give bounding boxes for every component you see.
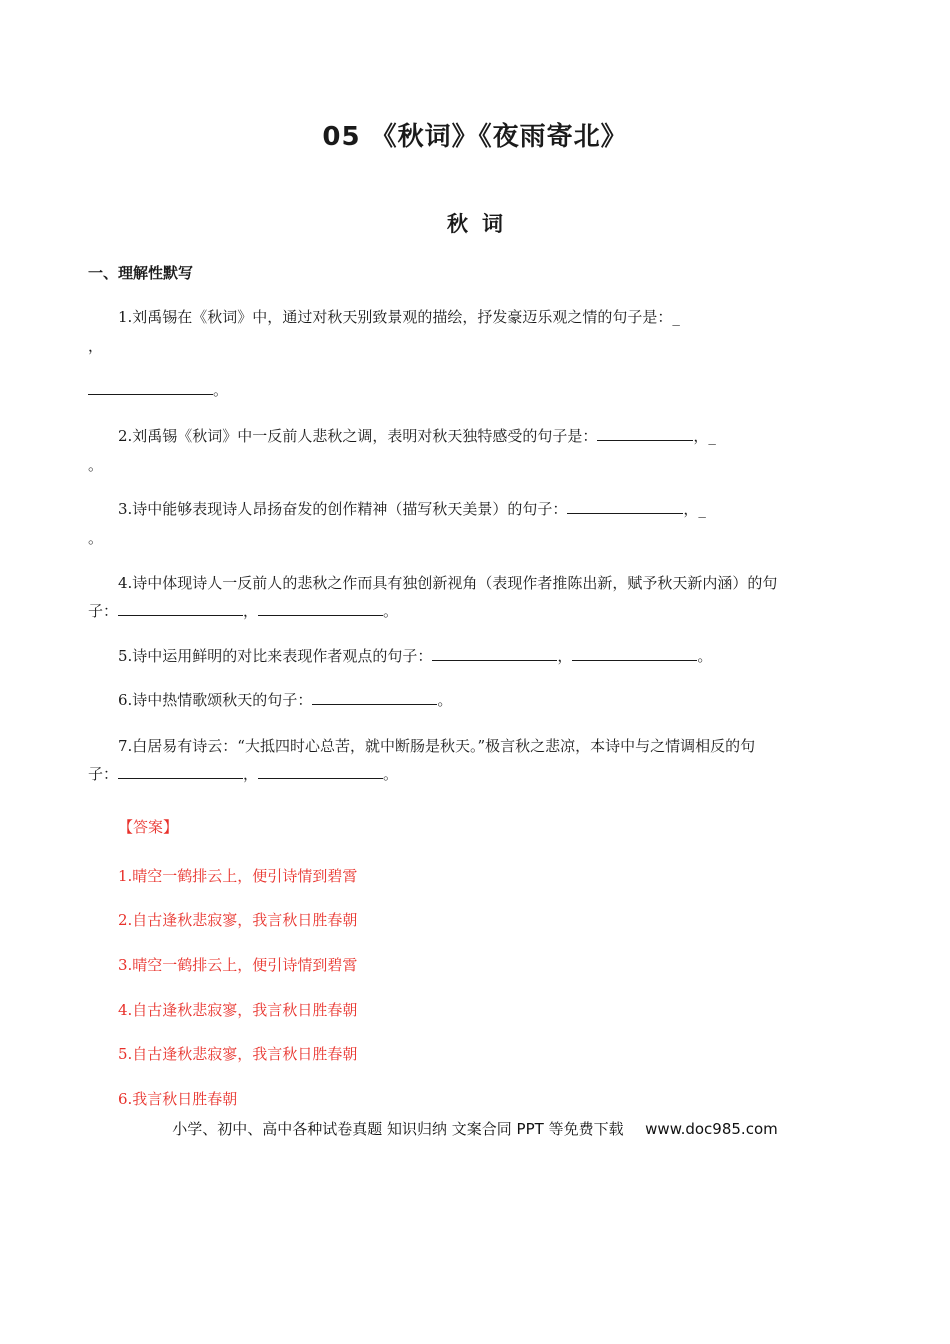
answer-item: 2.自古逢秋悲寂寥，我言秋日胜春朝 (118, 911, 358, 929)
question-5: 5.诗中运用鲜明的对比来表现作者观点的句子： ， 。 (118, 647, 713, 665)
question-6: 6.诗中热情歌颂秋天的句子： 。 (118, 691, 453, 709)
question-6-text: 6.诗中热情歌颂秋天的句子： (118, 691, 313, 709)
answer-blank[interactable] (258, 601, 383, 616)
question-2-end: 。 (88, 456, 104, 474)
question-3-text: 3.诗中能够表现诗人昂扬奋发的创作精神（描写秋天美景）的句子： (118, 500, 568, 518)
question-4: 4.诗中体现诗人一反前人的悲秋之作而具有独创新视角（表现作者推陈出新，赋予秋天新内涵）的句 (118, 574, 778, 592)
question-1-line3: 。 (88, 380, 228, 400)
answer-blank[interactable] (118, 764, 243, 779)
answer-item: 4.自古逢秋悲寂寥，我言秋日胜春朝 (118, 1001, 358, 1019)
answer-blank[interactable] (572, 646, 697, 661)
answer-blank[interactable] (88, 380, 213, 395)
question-5-text: 5.诗中运用鲜明的对比来表现作者观点的句子： (118, 647, 433, 665)
answer-blank[interactable] (312, 690, 437, 705)
answer-blank[interactable] (597, 426, 693, 441)
question-3-end: 。 (88, 529, 104, 547)
answer-item: 6.我言秋日胜春朝 (118, 1090, 238, 1108)
question-1-comma: ， (88, 337, 104, 355)
footer (0, 1118, 950, 1139)
answer-item: 3.晴空一鹤排云上，便引诗情到碧霄 (118, 956, 358, 974)
question-1 (118, 307, 680, 327)
document-title: 05 《秋词》《夜雨寄北》 (322, 122, 628, 152)
answer-blank[interactable] (118, 601, 243, 616)
question-7: 7.白居易有诗云：“大抵四时心总苦，就中断肠是秋天。”极言秋之悲凉，本诗中与之情调相反的句 (118, 737, 756, 755)
answer-item: 5.自古逢秋悲寂寥，我言秋日胜春朝 (118, 1045, 358, 1063)
footer-link[interactable]: www.doc985.com (645, 1120, 778, 1138)
footer-text: 小学、初中、高中各种试卷真题 知识归纳 文案合同 PPT 等免费下载 (172, 1120, 624, 1138)
answer-item: 1.晴空一鹤排云上，便引诗情到碧霄 (118, 867, 358, 885)
question-1-text: 1.刘禹锡在《秋词》中，通过对秋天别致景观的描绘，抒发豪迈乐观之情的句子是：_ (118, 308, 680, 326)
question-3: 3.诗中能够表现诗人昂扬奋发的创作精神（描写秋天美景）的句子： ，_ (118, 500, 706, 518)
question-4-line2: 子： ， 。 (88, 602, 399, 620)
question-2-text: 2.刘禹锡《秋词》中一反前人悲秋之调，表明对秋天独特感受的句子是： (118, 427, 598, 445)
question-7-line2: 子： ， 。 (88, 765, 399, 783)
section-heading: 一、理解性默写 (88, 264, 194, 282)
poem-title: 秋词 (447, 212, 517, 236)
answer-label: 【答案】 (118, 818, 179, 836)
question-2: 2.刘禹锡《秋词》中一反前人悲秋之调，表明对秋天独特感受的句子是： ，_ (118, 427, 716, 445)
answer-blank[interactable] (567, 499, 683, 514)
answer-blank[interactable] (258, 764, 383, 779)
answer-blank[interactable] (432, 646, 557, 661)
